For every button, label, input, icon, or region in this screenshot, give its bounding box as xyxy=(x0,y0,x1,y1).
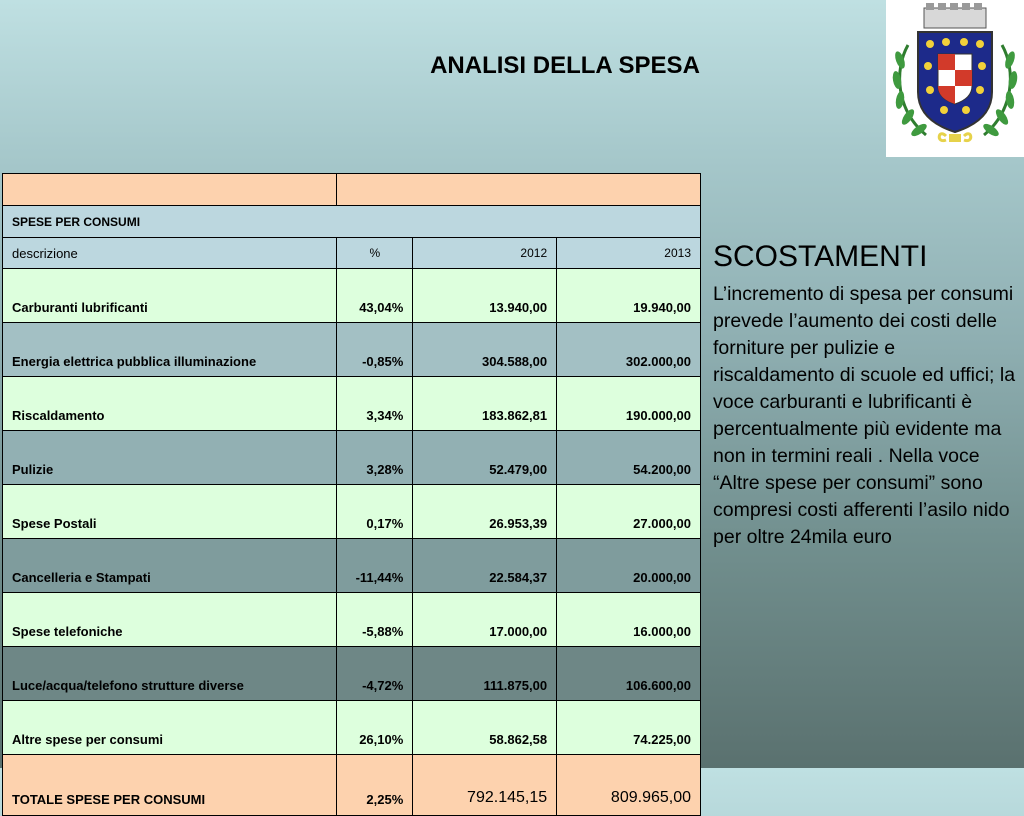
municipal-coat-of-arms-icon xyxy=(886,0,1024,157)
row-2013: 19.940,00 xyxy=(557,269,701,323)
column-header-row xyxy=(3,238,701,269)
row-2012: 26.953,39 xyxy=(413,485,557,539)
row-pct: -4,72% xyxy=(337,647,413,701)
row-label: Cancelleria e Stampati xyxy=(3,539,337,593)
row-2012: 13.940,00 xyxy=(413,269,557,323)
row-2013: 54.200,00 xyxy=(557,431,701,485)
table-row xyxy=(3,539,701,593)
row-pct: -0,85% xyxy=(337,323,413,377)
row-2013: 20.000,00 xyxy=(557,539,701,593)
column-header-2012: 2012 xyxy=(413,238,557,269)
table-row xyxy=(3,485,701,539)
page-title: ANALISI DELLA SPESA xyxy=(430,52,700,79)
table-empty-header-row xyxy=(3,174,701,206)
table-row xyxy=(3,323,701,377)
table-row xyxy=(3,647,701,701)
section-row xyxy=(3,206,701,238)
row-2013: 16.000,00 xyxy=(557,593,701,647)
row-2013: 106.600,00 xyxy=(557,647,701,701)
row-pct: 3,34% xyxy=(337,377,413,431)
row-2013: 74.225,00 xyxy=(557,701,701,755)
side-heading: SCOSTAMENTI xyxy=(713,240,928,273)
row-label: Energia elettrica pubblica illuminazione xyxy=(3,323,337,377)
row-2013: 190.000,00 xyxy=(557,377,701,431)
row-label: Altre spese per consumi xyxy=(3,701,337,755)
column-header-descrizione: descrizione xyxy=(3,238,337,269)
total-2012: 792.145,15 xyxy=(413,755,557,816)
table-row xyxy=(3,701,701,755)
table-row xyxy=(3,269,701,323)
empty-cell xyxy=(337,174,701,206)
total-2013: 809.965,00 xyxy=(557,755,701,816)
row-label: Spese Postali xyxy=(3,485,337,539)
table-row xyxy=(3,431,701,485)
row-pct: -5,88% xyxy=(337,593,413,647)
row-pct: 43,04% xyxy=(337,269,413,323)
row-pct: 0,17% xyxy=(337,485,413,539)
expense-table xyxy=(2,173,701,816)
row-2012: 58.862,58 xyxy=(413,701,557,755)
empty-cell xyxy=(3,174,337,206)
row-label: Riscaldamento xyxy=(3,377,337,431)
row-2012: 22.584,37 xyxy=(413,539,557,593)
row-label: Spese telefoniche xyxy=(3,593,337,647)
row-pct: 3,28% xyxy=(337,431,413,485)
row-pct: 26,10% xyxy=(337,701,413,755)
row-label: Luce/acqua/telefono strutture diverse xyxy=(3,647,337,701)
row-2012: 183.862,81 xyxy=(413,377,557,431)
row-2012: 304.588,00 xyxy=(413,323,557,377)
total-row xyxy=(3,755,701,816)
total-label: TOTALE SPESE PER CONSUMI xyxy=(3,755,337,816)
row-2013: 302.000,00 xyxy=(557,323,701,377)
row-2012: 111.875,00 xyxy=(413,647,557,701)
column-header-pct: % xyxy=(337,238,413,269)
section-label: SPESE PER CONSUMI xyxy=(3,206,701,238)
total-pct: 2,25% xyxy=(337,755,413,816)
column-header-2013: 2013 xyxy=(557,238,701,269)
row-2012: 17.000,00 xyxy=(413,593,557,647)
row-label: Pulizie xyxy=(3,431,337,485)
row-2013: 27.000,00 xyxy=(557,485,701,539)
table-row xyxy=(3,377,701,431)
side-description: L’incremento di spesa per consumi prevede l’aumento dei costi delle forniture per pulizie e riscaldamento di scuole ed uffici; la voce carburanti e lubrificanti è percentualmente più evidente ma non in termini reali . Nella voce “Altre spese per consumi” sono compresi costi afferenti l’asilo nido per oltre 24mila euro xyxy=(713,283,1016,548)
row-pct: -11,44% xyxy=(337,539,413,593)
table-row xyxy=(3,593,701,647)
row-label: Carburanti lubrificanti xyxy=(3,269,337,323)
row-2012: 52.479,00 xyxy=(413,431,557,485)
